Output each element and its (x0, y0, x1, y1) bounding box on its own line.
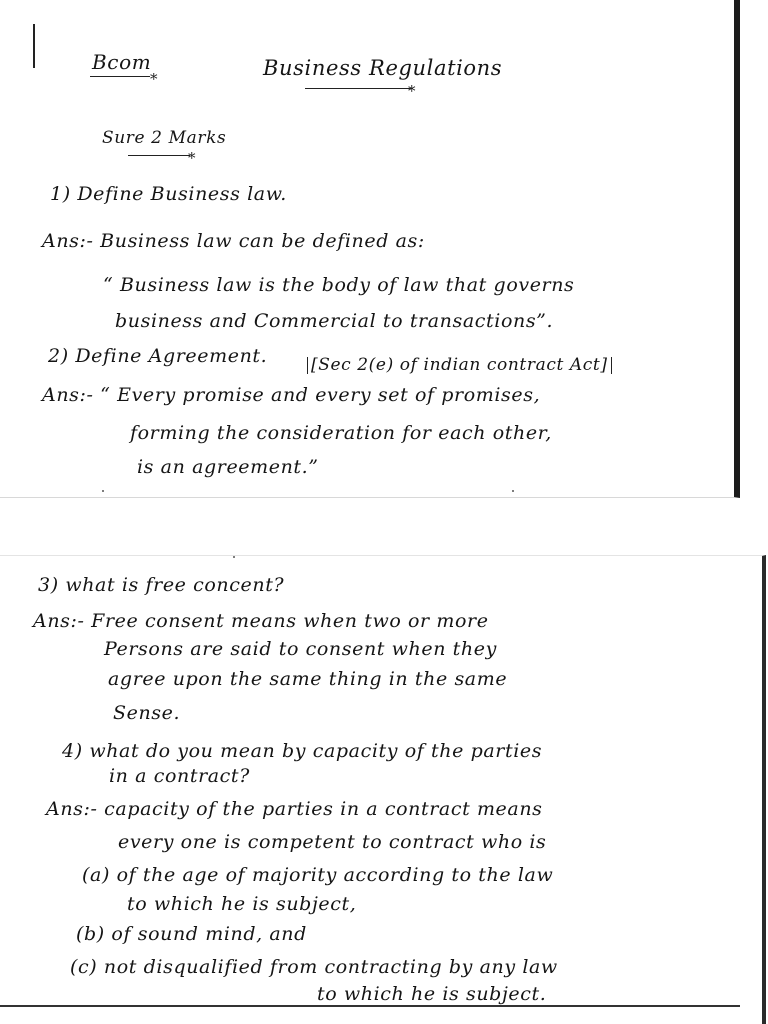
subject-title: Business Regulations (263, 56, 503, 80)
answer-1-line-1: Ans:- Business law can be defined as: (42, 230, 425, 252)
answer-1-line-2: “ Business law is the body of law that governs (103, 274, 575, 296)
question-4-line-2: in a contract? (109, 765, 250, 787)
answer-3-line-2: Persons are said to consent when they (104, 638, 497, 660)
question-4-line-1: 4) what do you mean by capacity of the parties (62, 740, 543, 762)
course-underline (90, 76, 150, 77)
section-star: * (188, 149, 196, 167)
question-2-reference: [Sec 2(e) of indian contract Act] (307, 357, 612, 374)
section-title: Sure 2 Marks (102, 128, 227, 148)
page-bottom-rule (0, 1005, 740, 1007)
scan-speck (102, 490, 104, 492)
answer-4-line-1: Ans:- capacity of the parties in a contract means (46, 798, 543, 820)
answer-2-line-2: forming the consideration for each other, (130, 422, 552, 444)
answer-2-line-3: is an agreement.” (137, 456, 319, 478)
section-underline (128, 155, 190, 156)
course-label: Bcom (92, 50, 152, 74)
question-2: 2) Define Agreement. (48, 345, 268, 367)
course-star: * (150, 70, 158, 88)
answer-3-line-1: Ans:- Free consent means when two or more (33, 610, 489, 632)
answer-2-line-1: Ans:- “ Every promise and every set of promises, (42, 384, 541, 406)
answer-4-line-7: to which he is subject. (317, 983, 547, 1005)
scan-speck (233, 556, 235, 558)
answer-4-line-5: (b) of sound mind, and (76, 923, 307, 945)
subject-star: * (408, 82, 416, 100)
answer-4-line-2: every one is competent to contract who is (118, 831, 547, 853)
answer-4-line-4: to which he is subject, (127, 893, 357, 915)
question-3: 3) what is free concent? (38, 574, 285, 596)
answer-4-line-6: (c) not disqualified from contracting by any law (70, 956, 558, 978)
answer-4-line-3: (a) of the age of majority according to the law (82, 864, 554, 886)
subject-underline (305, 88, 413, 89)
answer-3-line-4: Sense. (113, 702, 181, 724)
margin-line (33, 24, 35, 68)
scan-speck (512, 490, 514, 492)
question-1: 1) Define Business law. (50, 183, 287, 205)
answer-3-line-3: agree upon the same thing in the same (108, 668, 508, 690)
answer-1-line-3: business and Commercial to transactions”. (115, 310, 554, 332)
